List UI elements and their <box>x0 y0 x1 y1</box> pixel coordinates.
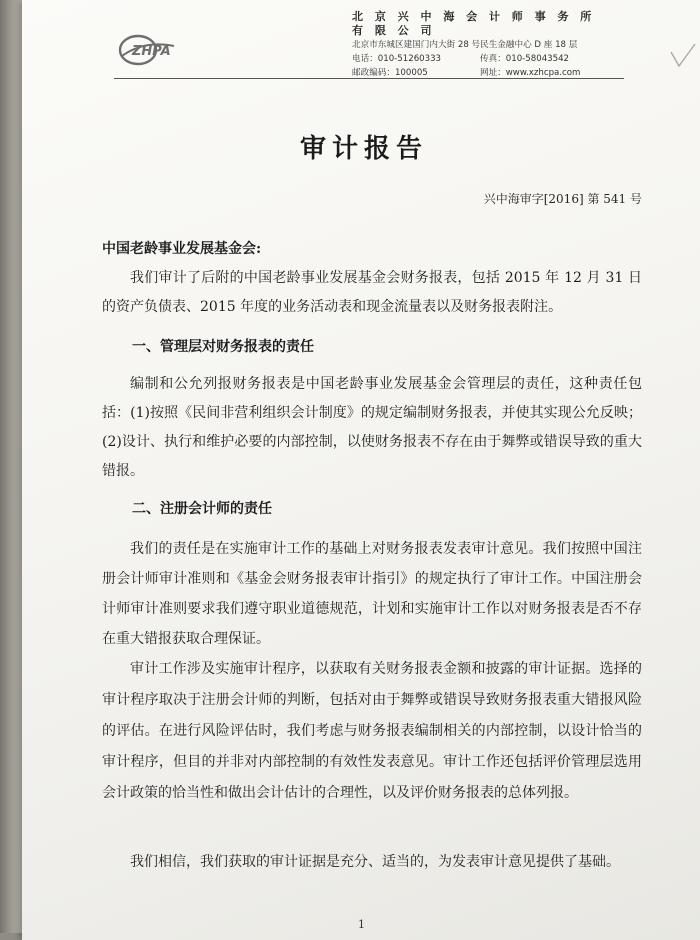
letterhead-divider <box>114 78 624 79</box>
section1-paragraph: 编制和公允列报财务报表是中国老龄事业发展基金会管理层的责任，这种责任包括：(1)按照《民间非营利组织会计制度》的规定编制财务报表，并使其实现公允反映；(2)设计、执行和维护必要的内部控制，以使财务报表不存在由于舞弊或错误导致的重大错报。 <box>102 376 642 479</box>
website-text: 网址：www.xzhcpa.com <box>480 68 581 78</box>
firm-name: 北 京 兴 中 海 会 计 师 事 务 所 有 限 公 司 <box>352 10 596 37</box>
section2-paragraph-3: 我们相信，我们获取的审计证据是充分、适当的，为发表审计意见提供了基础。 <box>130 854 620 870</box>
firm-address: 北京市东城区建国门内大街 28 号民生金融中心 D 座 18 层 <box>352 40 578 50</box>
page-number: 1 <box>358 918 365 931</box>
reference-number: 兴中海审字[2016] 第 541 号 <box>483 192 642 206</box>
section2-heading: 二、注册会计师的责任 <box>132 501 272 517</box>
section2-paragraph-1: 我们的责任是在实施审计工作的基础上对财务报表发表审计意见。我们按照中国注册会计师审计准则和《基金会财务报表审计指引》的规定执行了审计工作。中国注册会计师审计准则要求我们遵守职业道德规范，计划和实施审计工作以对财务报表是否不存在重大错报获取合理保证。 <box>102 541 642 647</box>
postcode-text: 邮政编码：100005 <box>352 68 428 78</box>
section2-paragraph-2: 审计工作涉及实施审计程序，以获取有关财务报表金额和披露的审计证据。选择的审计程序取决于注册会计师的判断，包括对由于舞弊或错误导致财务报表重大错报风险的评估。在进行风险评估时，我们考虑与财务报表编制相关的内部控制，以设计恰当的审计程序，但目的并非对内部控制的有效性发表意见。审计工作还包括评价管理层选用会计政策的恰当性和做出会计估计的合理性，以及评价财务报表的总体列报。 <box>102 661 642 801</box>
contact-row-1 <box>352 52 612 66</box>
section1-heading: 一、管理层对财务报表的责任 <box>132 339 314 355</box>
addressee: 中国老龄事业发展基金会: <box>102 241 262 257</box>
fax-text: 传真：010-58043542 <box>480 54 570 64</box>
checkmark-icon <box>667 42 697 72</box>
intro-paragraph: 我们审计了后附的中国老龄事业发展基金会财务报表，包括 2015 年 12 月 31 日的资产负债表、2015 年度的业务活动表和现金流量表以及财务报表附注。 <box>102 270 642 315</box>
document-title: 审计报告 <box>299 134 428 164</box>
letterhead-block <box>352 10 612 80</box>
firm-logo <box>114 30 188 70</box>
phone-text: 电话：010-51260333 <box>352 54 442 64</box>
logo-text: ZHPA <box>132 44 171 59</box>
document-page <box>22 0 700 940</box>
